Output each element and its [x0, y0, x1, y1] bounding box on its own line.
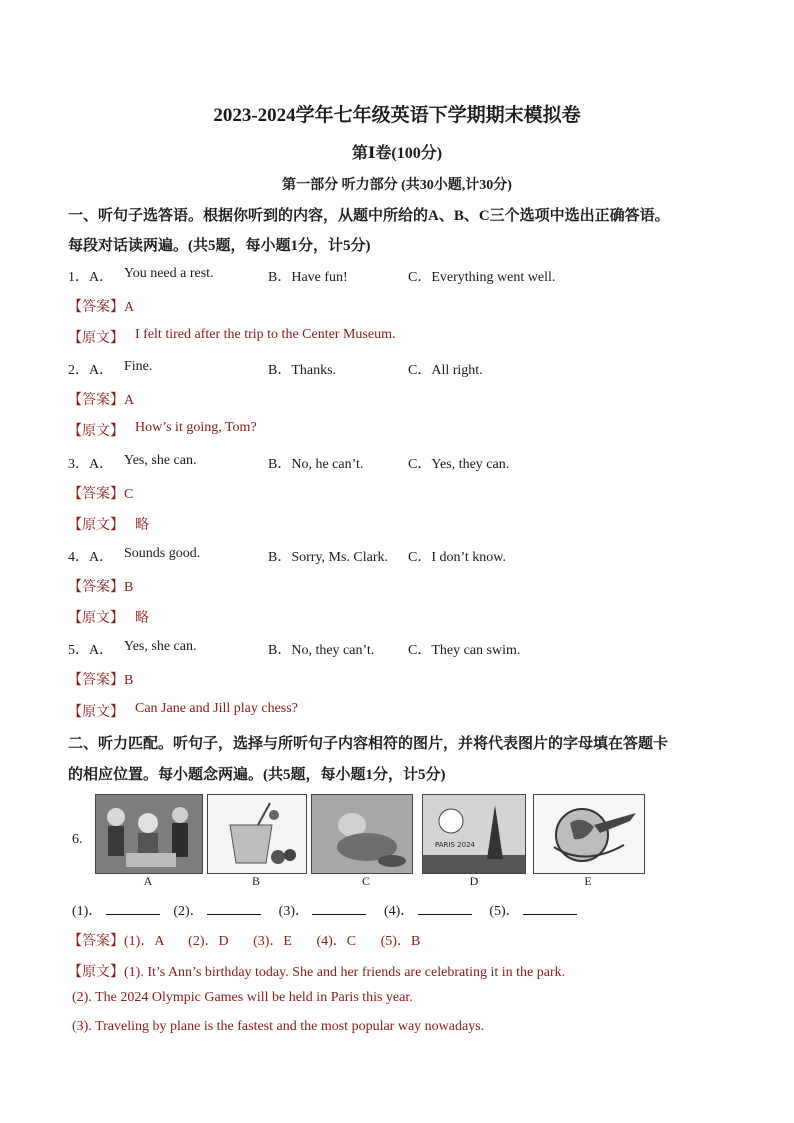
answer: 【答案】B [68, 673, 134, 688]
drink-icon [208, 795, 306, 873]
transcript-label: 【原文】 [68, 331, 124, 346]
picture-label-e: E [584, 874, 592, 888]
section2-transcript-1: 【原文】(1). It’s Ann’s birthday today. She and her friends are celebrating it in the park. [68, 965, 566, 980]
option-b: B．Sorry, Ms. Clark. [268, 550, 389, 565]
option-a: Yes, she can. [124, 639, 197, 654]
option-a: Sounds good. [124, 546, 201, 561]
section2-answer: 【答案】(1)．A (2)．D (3)．E (4)．C (5)．B [68, 934, 421, 949]
option-c: C．All right. [408, 363, 483, 378]
q-number: 2．A． [68, 363, 114, 378]
transcript-label: 【原文】 [68, 611, 124, 626]
picture-d-paris-olympics [422, 794, 526, 874]
option-c: C．Everything went well. [408, 270, 556, 285]
picture-label-c: C [361, 874, 370, 888]
blank-label-4: (4)． [383, 904, 415, 919]
transcript: How’s it going, Tom? [135, 420, 257, 435]
option-c: C．I don’t know. [408, 550, 506, 565]
answer-blank-4[interactable] [418, 902, 472, 915]
blank-label-3: (3)． [278, 904, 309, 919]
volume-title: 第Ⅰ卷(100分) [351, 145, 443, 162]
answer: 【答案】C [68, 487, 134, 502]
picture-label-a: A [143, 874, 153, 888]
option-b: B．Have fun! [268, 270, 348, 285]
option-b: B．Thanks. [268, 363, 337, 378]
section2-transcript-2: (2). The 2024 Olympic Games will be held in Paris this year. [72, 990, 413, 1005]
blank-label-5: (5)． [489, 904, 520, 919]
blank-label-1: (1)． [72, 904, 103, 919]
option-c: C．They can swim. [408, 643, 521, 658]
section1-heading-cont: 每段对话读两遍。(共5题，每小题1分，计5分) [68, 238, 371, 254]
q-number: 5．A． [68, 643, 114, 658]
answer: 【答案】A [68, 300, 135, 315]
transcript: I felt tired after the trip to the Center Museum. [135, 327, 396, 342]
section2-heading: 二、听力匹配。听句子，选择与所听句子内容相符的图片，并将代表图片的字母填在答题卡 [68, 736, 669, 752]
section2-heading-cont: 的相应位置。每小题念两遍。(共5题，每小题1分，计5分) [68, 767, 446, 783]
picture-b-drink [207, 794, 307, 874]
picture-a-birthday-party [95, 794, 203, 874]
transcript-label: 【原文】 [68, 424, 124, 439]
picture-e-plane-globe [533, 794, 645, 874]
option-a: You need a rest. [124, 266, 214, 281]
option-a: Fine. [124, 359, 153, 374]
people-icon [96, 795, 202, 873]
picture-c-blurred [311, 794, 413, 874]
section1-heading: 一、听句子选答语。根据你听到的内容，从题中所给的A、B、C三个选项中选出正确答语。 [68, 208, 670, 224]
option-b: B．No, they can’t. [268, 643, 375, 658]
transcript-label: 【原文】 [68, 518, 124, 533]
section2-transcript-3: (3). Traveling by plane is the fastest and the most popular way nowadays. [72, 1019, 485, 1034]
picture-label-d: D [469, 874, 479, 888]
option-b: B．No, he can’t. [268, 457, 364, 472]
eiffel-tower-icon [423, 795, 525, 873]
q6-number: 6. [72, 832, 83, 847]
airplane-globe-icon [534, 795, 644, 873]
part-title: 第一部分 听力部分 (共30小题,计30分) [282, 178, 512, 193]
answer: 【答案】A [68, 393, 135, 408]
option-a: Yes, she can. [124, 453, 197, 468]
q-number: 3．A． [68, 457, 114, 472]
page-title: 2023-2024学年七年级英语下学期期末模拟卷 [213, 105, 581, 126]
q-number: 4．A． [68, 550, 114, 565]
transcript-label: 【原文】 [68, 705, 124, 720]
answer: 【答案】B [68, 580, 134, 595]
blank-label-2: (2)． [173, 904, 204, 919]
answer-blank-2[interactable] [207, 902, 261, 915]
transcript: 略 [135, 611, 149, 626]
olympic-text: PARIS 2024 [435, 841, 475, 849]
q-number: 1．A． [68, 270, 114, 285]
answer-blank-3[interactable] [312, 902, 366, 915]
picture-label-b: B [251, 874, 260, 888]
answer-blank-1[interactable] [106, 902, 160, 915]
blurred-photo-icon [312, 795, 412, 873]
option-c: C．Yes, they can. [408, 457, 510, 472]
transcript: Can Jane and Jill play chess? [135, 701, 298, 716]
answer-blank-5[interactable] [523, 902, 577, 915]
answer-blanks [72, 900, 577, 920]
transcript: 略 [135, 518, 149, 533]
